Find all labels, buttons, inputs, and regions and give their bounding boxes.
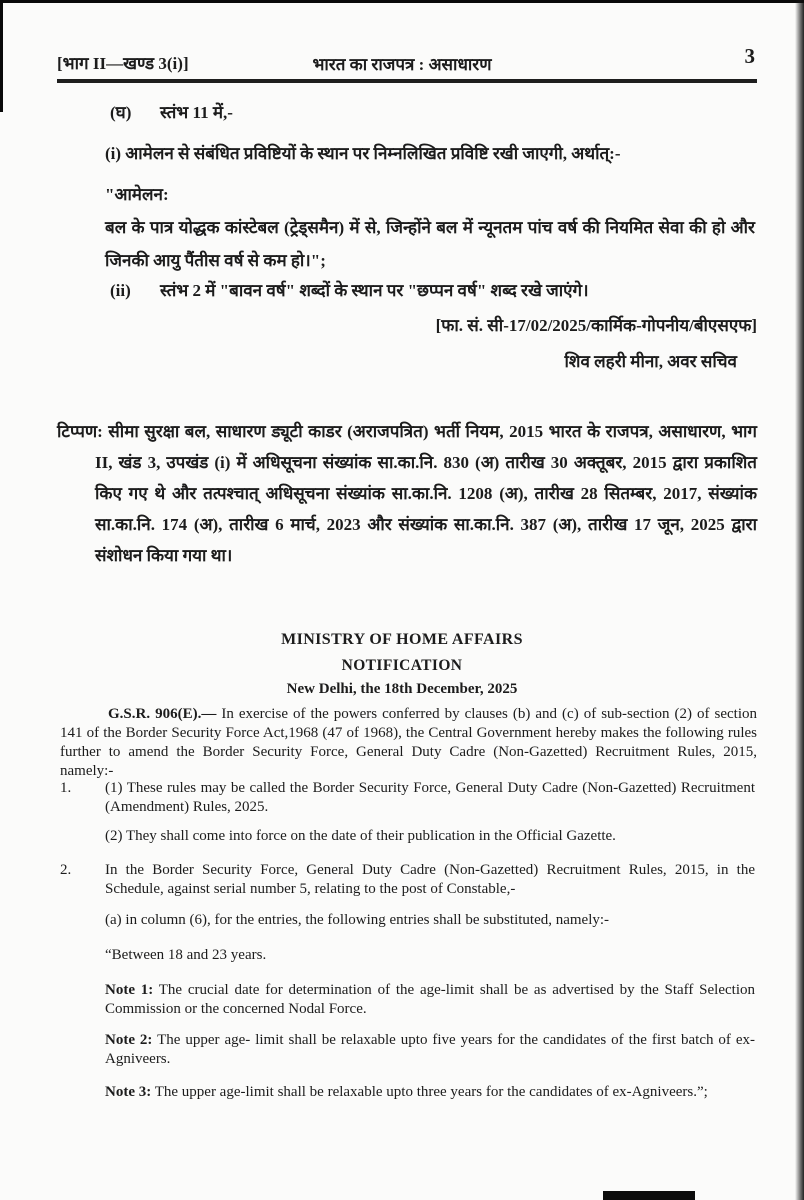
note-1-label: Note 1: — [105, 982, 154, 998]
sub-item-ii-text: स्तंभ 2 में "बावन वर्ष" शब्दों के स्थान पर "छप्पन वर्ष" शब्द रखे जाएंगे। — [160, 281, 589, 300]
scan-edge-right — [795, 0, 804, 1200]
note-1 — [105, 981, 755, 1019]
file-number: [फा. सं. सी-17/02/2025/कार्मिक-गोपनीय/बीएसएफ] — [435, 316, 757, 335]
sub-item-ii — [110, 279, 589, 304]
rule-item-2a: (a) in column (6), for the entries, the following entries shall be substituted, namely:- — [105, 912, 610, 928]
clause-gha-label: (घ) — [110, 103, 132, 122]
header-part-section: [भाग II—खण्ड 3(i)] — [57, 54, 189, 73]
note-2-label: Note 2: — [105, 1032, 153, 1048]
note-1-text: The crucial date for determination of the age-limit shall be as advertised by the Staff Selection Commission or the concerned Nodal Force. — [105, 982, 755, 1017]
sub-item-ii-label: (ii) — [110, 281, 131, 300]
sub-item-i: (i) आमेलन से संबंधित प्रविष्टियों के स्थान पर निम्नलिखित प्रविष्टि रखी जाएगी, अर्थात्:- — [105, 144, 621, 163]
rule-item-2 — [60, 861, 755, 899]
clause-gha — [110, 101, 233, 126]
scan-edge-top — [0, 0, 804, 3]
gsr-number: G.S.R. 906(E).— — [108, 706, 217, 722]
clause-gha-text: स्तंभ 11 में,- — [160, 103, 233, 122]
rule-item-1-number: 1. — [60, 780, 72, 796]
header-page-number: 3 — [744, 44, 755, 68]
footnote-text: सीमा सुरक्षा बल, साधारण ड्यूटी काडर (अराजपत्रित) भर्ती नियम, 2015 भारत के राजपत्र, असाधारण, भाग II, खंड 3, उपखंड (i) में अधिसूचना संख्यांक सा.का.नि. 830 (अ) तारीख 30 अक्तूबर, 2015 द्वारा प्रकाशित किए गए थे और तत्पश्चात् अधिसूचना संख्यांक सा.का.नि. 1208 (अ), तारीख 28 सितम्बर, 2017, संख्यांक सा.का.नि. 174 (अ), तारीख 6 मार्च, 2023 और संख्यांक सा.का.नि. 387 (अ), तारीख 17 जून, 2025 द्वारा संशोधन किया गया था। — [95, 422, 757, 565]
header-gazette-title: भारत का राजपत्र : असाधारण — [312, 55, 492, 74]
ministry-heading: MINISTRY OF HOME AFFAIRS — [281, 631, 523, 648]
aamelan-body: बल के पात्र योद्धक कांस्टेबल (ट्रेड्समैन) में से, जिन्होंने बल में न्यूनतम पांच वर्ष की नियमित सेवा की हो और जिनकी आयु पैंतीस वर्ष से कम हो।"; — [105, 218, 755, 270]
dateline: New Delhi, the 18th December, 2025 — [286, 681, 518, 697]
gsr-paragraph — [60, 705, 757, 781]
between-entry: “Between 18 and 23 years. — [105, 947, 267, 963]
aamelan-heading: "आमेलन: — [105, 185, 169, 204]
notification-heading: NOTIFICATION — [341, 657, 463, 674]
note-2-text: The upper age- limit shall be relaxable upto five years for the candidates of the first batch of ex-Agniveers. — [105, 1032, 756, 1067]
rule-item-2-text: In the Border Security Force, General Duty Cadre (Non-Gazetted) Recruitment Rules, 2015, in the Schedule, against serial number 5, relating to the post of Constable,- — [105, 862, 755, 897]
rule-item-1-sub2: (2) They shall come into force on the date of their publication in the Official Gazette. — [105, 828, 616, 844]
rule-item-2-number: 2. — [60, 862, 72, 878]
rule-item-1 — [60, 779, 755, 817]
scan-bottom-bar — [603, 1191, 695, 1200]
note-3 — [105, 1083, 755, 1102]
note-3-text: The upper age-limit shall be relaxable upto three years for the candidates of ex-Agniveers.”; — [151, 1084, 708, 1100]
note-2 — [105, 1031, 755, 1069]
header-double-rule — [57, 79, 757, 83]
footnote-label: टिप्पण: — [57, 422, 103, 441]
signatory: शिव लहरी मीना, अवर सचिव — [564, 352, 737, 371]
gsr-text: In exercise of the powers conferred by clauses (b) and (c) of sub-section (2) of section 141 of the Border Security Force Act,1968 (47 of 1968), the Central Government hereby makes the following rules further to amend the Border Security Force, General Duty Cadre (Non-Gazetted) Recruitment Rules, 2015, namely:- — [60, 706, 757, 779]
rule-item-1-sub1: (1) These rules may be called the Border Security Force, General Duty Cadre (Non-Gazetted) Recruitment (Amendment) Rules, 2025. — [105, 780, 755, 815]
footnote — [57, 416, 757, 571]
note-3-label: Note 3: — [105, 1084, 152, 1100]
